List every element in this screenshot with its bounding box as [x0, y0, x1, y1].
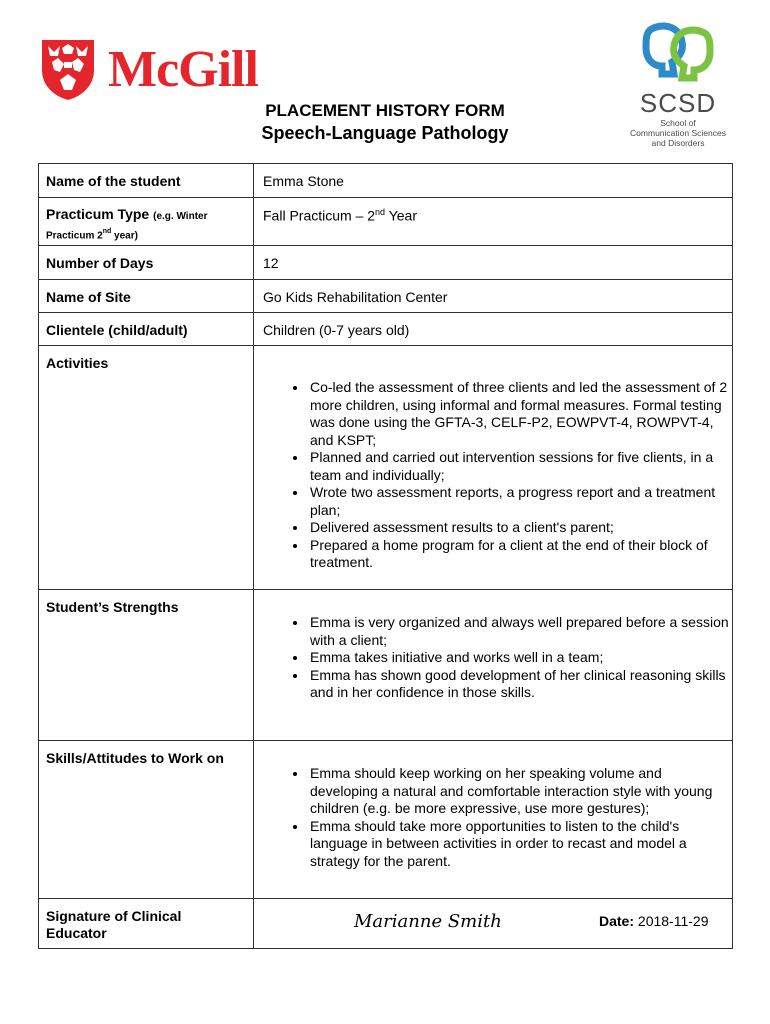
- signature-label-block: [46, 899, 253, 942]
- practicum-type-label-block: [46, 198, 253, 244]
- list-item: • Prepared a home program for a client at the end of their block of treatment.: [308, 537, 732, 572]
- number-of-days-label: Number of Days: [46, 255, 154, 271]
- date-label: Date:: [599, 913, 635, 929]
- practicum-type-value-prefix: Fall Practicum – 2: [263, 207, 376, 224]
- practicum-type-value: [263, 198, 732, 224]
- student-name-value: Emma Stone: [263, 173, 344, 189]
- activities-label: Activities: [46, 355, 109, 371]
- clientele-value: Children (0-7 years old): [263, 322, 410, 338]
- practicum-type-hint-line2: Practicum 2: [46, 230, 103, 242]
- clientele-label: Clientele (child/adult): [46, 322, 188, 338]
- list-item: • Emma should keep working on her speaking volume and developing a natural and comfortable interaction style with young children (e.g. be more expressive, use more gestures);: [308, 765, 732, 818]
- scsd-logo: [622, 22, 734, 152]
- skills-label: Skills/Attitudes to Work on: [46, 750, 224, 766]
- mcgill-logo: [38, 34, 298, 104]
- mcgill-logo-text: McGill: [108, 41, 258, 98]
- form-row-signature: [39, 899, 733, 949]
- list-item: • Planned and carried out intervention sessions for five clients, in a team and individually;: [308, 449, 732, 484]
- practicum-type-hint-sup: nd: [102, 228, 112, 235]
- number-of-days-value: 12: [263, 255, 279, 271]
- form-row-activities: [39, 346, 733, 590]
- placement-form-table: [38, 163, 733, 949]
- student-name-label: Name of the student: [46, 173, 181, 189]
- strengths-label: Student’s Strengths: [46, 599, 179, 615]
- form-row-clientele: [39, 313, 733, 346]
- list-item: • Emma takes initiative and works well in a team;: [308, 649, 732, 667]
- list-item: • Emma has shown good development of her clinical reasoning skills and in her confidence in those skills.: [308, 667, 732, 702]
- form-row-practicum-type: [39, 198, 733, 246]
- form-row-skills-to-work-on: [39, 741, 733, 899]
- scsd-heads-icon: [622, 22, 734, 88]
- list-item: • Co-led the assessment of three clients and led the assessment of 2 more children, using informal and formal measures. Formal testing was done using the GFTA-3, CELF-P2, EOWPVT-4, ROWPVT-4, and KSPT;: [308, 379, 732, 449]
- form-row-student-name: [39, 164, 733, 198]
- list-item: • Emma is very organized and always well prepared before a session with a client;: [308, 614, 732, 649]
- practicum-type-value-sup: nd: [375, 207, 386, 217]
- activities-list: [263, 379, 732, 572]
- form-row-number-of-days: [39, 246, 733, 280]
- list-item: • Wrote two assessment reports, a progress report and a treatment plan;: [308, 484, 732, 519]
- practicum-type-label: Practicum Type: [46, 206, 150, 222]
- form-title: PLACEMENT HISTORY FORM: [265, 101, 505, 120]
- form-subtitle: Speech-Language Pathology: [261, 123, 509, 143]
- scsd-logo-subtitle: [622, 118, 734, 148]
- list-item: • Delivered assessment results to a client's parent;: [308, 519, 732, 537]
- strengths-list: [263, 614, 732, 702]
- practicum-type-value-suffix: Year: [385, 207, 417, 224]
- scsd-logo-text: SCSD: [639, 88, 717, 118]
- clinical-educator-signature: Marianne Smith: [354, 911, 502, 932]
- scsd-subtitle-line: Communication Sciences: [630, 128, 726, 138]
- mcgill-shield-icon: [38, 36, 98, 102]
- practicum-type-hint: (e.g. Winter: [153, 211, 208, 222]
- skills-list: [263, 765, 732, 870]
- form-row-strengths: [39, 590, 733, 741]
- site-label: Name of Site: [46, 289, 131, 305]
- signature-date: [599, 913, 708, 929]
- list-item: • Emma should take more opportunities to listen to the child's language in between activities in order to recast and model a strategy for the parent.: [308, 818, 732, 871]
- scsd-subtitle-line: School of: [660, 118, 696, 128]
- signature-label-line2: Educator: [46, 925, 107, 941]
- site-value: Go Kids Rehabilitation Center: [263, 289, 448, 305]
- form-row-site: [39, 280, 733, 313]
- signature-label-line1: Signature of Clinical: [46, 908, 182, 924]
- date-value: 2018-11-29: [637, 913, 709, 929]
- scsd-subtitle-line: and Disorders: [651, 138, 705, 148]
- practicum-type-hint-suffix: year): [111, 230, 138, 242]
